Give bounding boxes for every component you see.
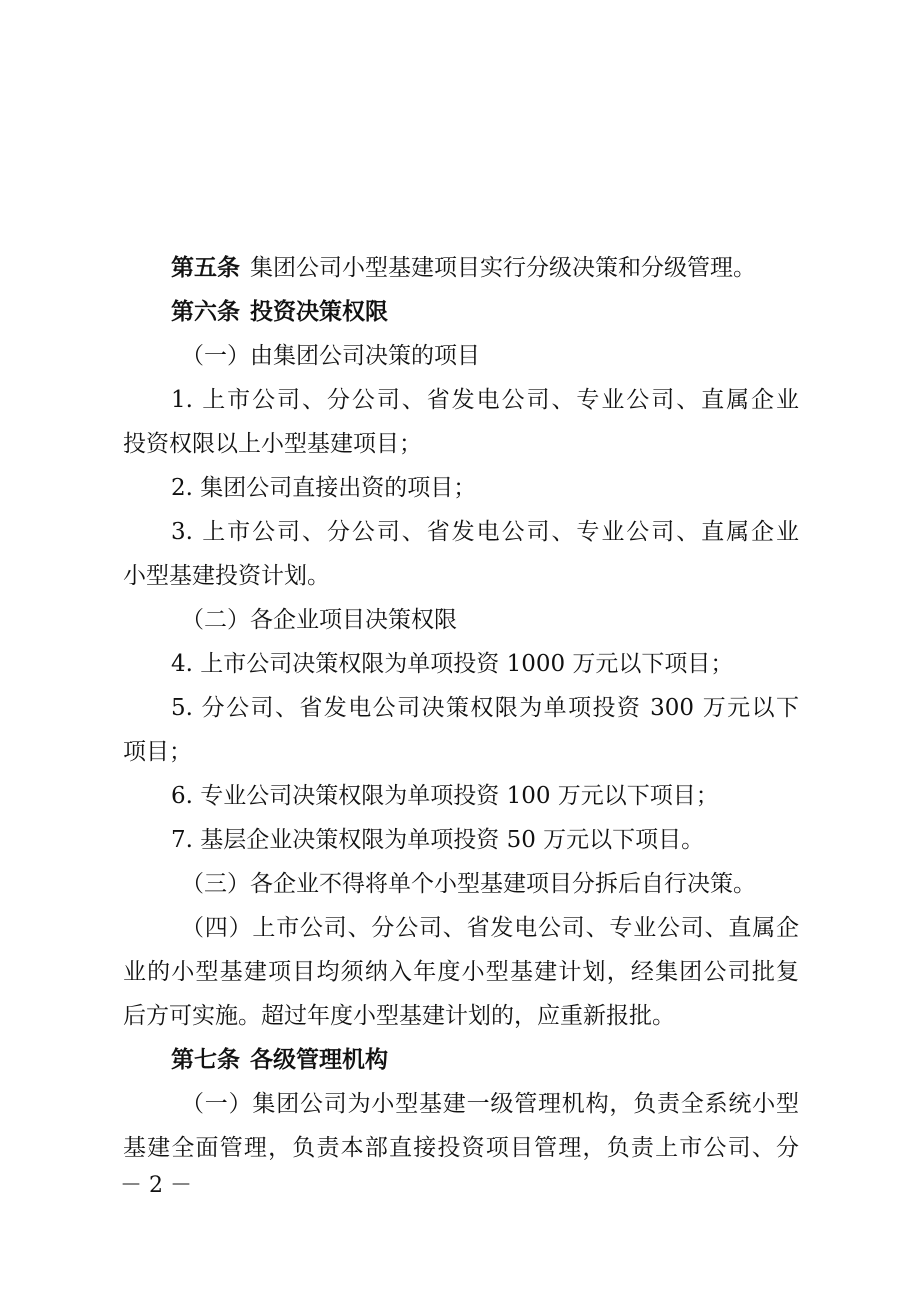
document-body	[123, 246, 799, 1170]
page-number: － 2 －	[120, 1173, 192, 1198]
article-6-item-5-line-2: 项目；	[123, 739, 192, 765]
article-7-title: 各级管理机构	[250, 1046, 388, 1073]
article-6-item-7: 7. 基层企业决策权限为单项投资 50 万元以下项目。	[171, 827, 705, 853]
article-6-item-3-line-2: 小型基建投资计划。	[123, 563, 330, 589]
article-6-section-4-line-3: 后方可实施。超过年度小型基建计划的，应重新报批。	[123, 1003, 675, 1029]
article-6-item-1-line-2: 投资权限以上小型基建项目；	[123, 431, 422, 457]
article-7-heading: 第七条	[171, 1046, 240, 1073]
article-6-heading: 第六条	[171, 298, 240, 325]
article-5	[123, 246, 799, 290]
article-7-heading-line	[123, 1038, 799, 1082]
article-7-section-1-line-2: 基建全面管理，负责本部直接投资项目管理，负责上市公司、分	[123, 1135, 799, 1161]
article-6-section-4-line-2: 业的小型基建项目均须纳入年度小型基建计划，经集团公司批复	[123, 959, 799, 985]
article-6-item-5-line-1: 5. 分公司、省发电公司决策权限为单项投资 300 万元以下	[171, 695, 799, 721]
article-5-text: 集团公司小型基建项目实行分级决策和分级管理。	[250, 255, 756, 281]
article-6-heading-line	[123, 290, 799, 334]
article-6-item-3-line-1: 3. 上市公司、分公司、省发电公司、专业公司、直属企业	[171, 519, 799, 545]
article-6-section-3: （三）各企业不得将单个小型基建项目分拆后自行决策。	[181, 871, 756, 897]
article-6-section-4-line-1: （四）上市公司、分公司、省发电公司、专业公司、直属企	[181, 915, 799, 941]
article-6-item-1-line-1: 1. 上市公司、分公司、省发电公司、专业公司、直属企业	[171, 387, 799, 413]
article-6-item-2: 2. 集团公司直接出资的项目；	[171, 475, 477, 501]
article-7-section-1-line-1: （一）集团公司为小型基建一级管理机构，负责全系统小型	[181, 1091, 799, 1117]
article-6-item-6: 6. 专业公司决策权限为单项投资 100 万元以下项目；	[171, 783, 719, 809]
article-6-title: 投资决策权限	[250, 298, 388, 325]
article-5-heading: 第五条	[171, 254, 240, 281]
article-6-item-4: 4. 上市公司决策权限为单项投资 1000 万元以下项目；	[171, 651, 734, 677]
article-6-section-1-title: （一）由集团公司决策的项目	[181, 343, 480, 369]
article-6-section-2-title: （二）各企业项目决策权限	[181, 607, 457, 633]
